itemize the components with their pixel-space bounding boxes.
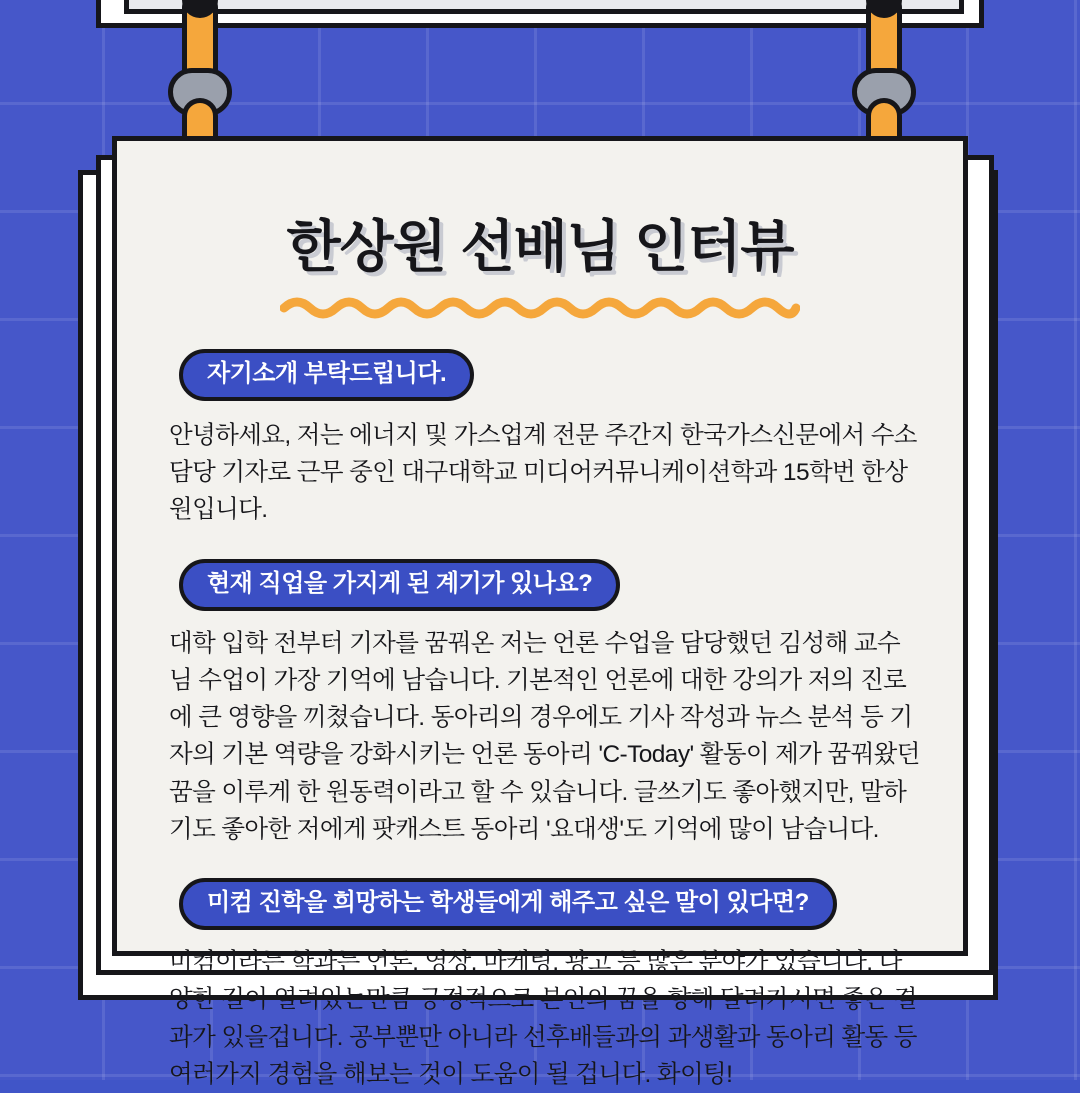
squiggle-underline-icon — [280, 297, 800, 319]
qa-block-1 — [145, 349, 935, 529]
answer-text-1: 안녕하세요, 저는 에너지 및 가스업계 전문 주간지 한국가스신문에서 수소 담당 기자로 근무 중인 대구대학교 미디어커뮤니케이션학과 15학번 한상원입니다. — [169, 422, 917, 524]
question-chip-3: 미컴 진학을 희망하는 학생들에게 해주고 싶은 말이 있다면? — [179, 878, 837, 930]
qa-block-3 — [145, 878, 935, 1093]
page-title: 한상원 선배님 인터뷰 — [286, 215, 794, 278]
qa-block-2 — [145, 559, 935, 848]
question-chip-2: 현재 직업을 가지게 된 계기가 있나요? — [179, 559, 620, 611]
interview-card — [112, 136, 968, 1088]
answer-text-3: 미컴이라는 학과는 언론, 영상, 마케팅, 광고 등 많은 분야가 있습니다. 다양한 길이 열려있는만큼 긍정적으로 본인의 꿈을 향해 달려가시면 좋은 결과가 있을겁니다. 공부뿐만 아니라 선후배들과의 과생활과 동아리 활동 등 여러가지 경험을 해보는 것이 도움이 될 겁니다. 화이팅! — [169, 949, 917, 1088]
question-chip-1: 자기소개 부탁드립니다. — [179, 349, 474, 401]
clipboard-top-plate-front — [124, 0, 964, 14]
answer-text-2: 대학 입학 전부터 기자를 꿈꿔온 저는 언론 수업을 담당했던 김성해 교수님 수업이 가장 기억에 남습니다. 기본적인 언론에 대한 강의가 저의 진로에 큰 영향을 끼쳤습니다. 동아리의 경우에도 기사 작성과 뉴스 분석 등 기자의 기본 역량을 강화시키는 언론 동아리 'C-Today' 활동이 제가 꿈꿔왔던 꿈을 이루게 한 원동력이라고 할 수 있습니다. 글쓰기도 좋아했지만, 말하기도 좋아한 저에게 팟캐스트 동아리 '요대생'도 기억에 많이 남습니다. — [169, 629, 920, 843]
